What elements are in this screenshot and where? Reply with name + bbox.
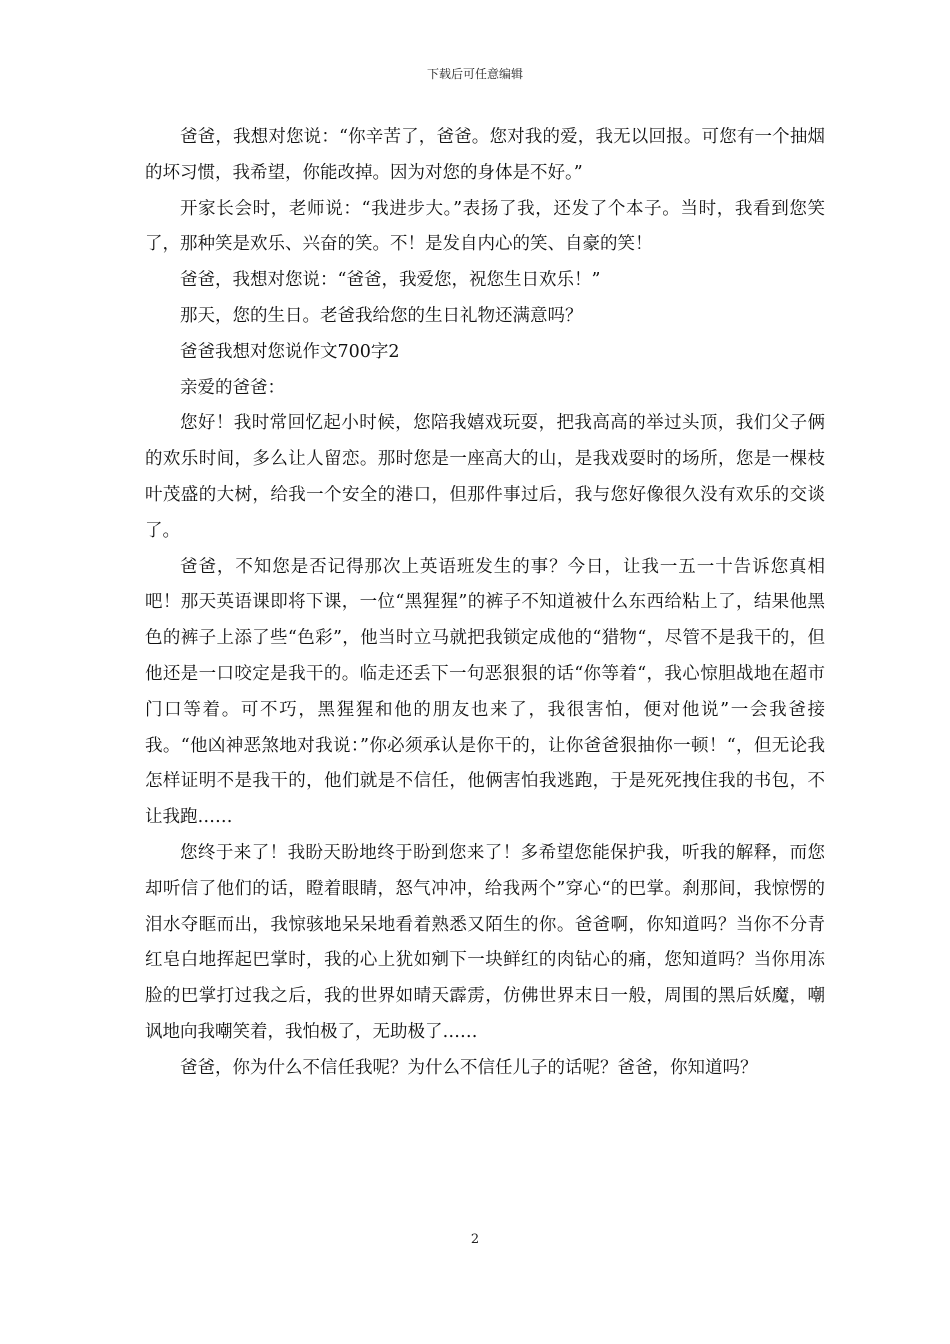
paragraph-10: 爸爸，你为什么不信任我呢？为什么不信任儿子的话呢？爸爸，你知道吗？ [180, 1057, 758, 1078]
paragraph-9: 您终于来了！我盼天盼地终于盼到您来了！多希望您能保护我，听我的解释，而您却听信了他们的话，瞪着眼睛，怒气冲冲，给我两个”穿心“的巴掌。刹那间，我惊愣的泪水夺眶而出，我惊骇地呆呆地看着熟悉又陌生的你。爸爸啊，你知道吗？当你不分青红皂白地挥起巴掌时，我的心上犹如剜下一块鲜红的肉钻心的痛，您知道吗？当你用冻脸的巴掌打过我之后，我的世界如晴天霹雳，仿佛世界末日一般，周围的黑后妖魔，嘲讽地向我嘲笑着，我怕极了，无助极了…… [145, 842, 825, 1042]
page-number: 2 [470, 1232, 480, 1247]
paragraph-8: 爸爸，不知您是否记得那次上英语班发生的事？今日，让我一五一十告诉您真相吧！那天英语课即将下课，一位“黑猩猩”的裤子不知道被什么东西给粘上了，结果他黑色的裤子上添了些“色彩”，他当时立马就把我锁定成他的“猎物“，尽管不是我干的，但他还是一口咬定是我干的。临走还丢下一句恶狠狠的话“你等着“，我心惊胆战地在超市门口等着。可不巧，黑猩猩和他的朋友也来了，我很害怕，便对他说”一会我爸接我。“他凶神恶煞地对我说：”你必须承认是你干的，让你爸爸狠抽你一顿！“，但无论我怎样证明不是我干的，他们就是不信任，他俩害怕我逃跑，于是死死拽住我的书包，不让我跑…… [145, 556, 825, 828]
page-header: 下载后可任意编辑 [426, 67, 523, 81]
paragraph-1: 爸爸，我想对您说：“你辛苦了，爸爸。您对我的爱，我无以回报。可您有一个抽烟的坏习惯，我希望，你能改掉。因为对您的身体是不好。” [145, 127, 825, 183]
paragraph-2: 开家长会时，老师说：“我进步大。”表扬了我，还发了个本子。当时，我看到您笑了，那种笑是欢乐、兴奋的笑。不！是发自内心的笑、自豪的笑！ [145, 198, 825, 255]
paragraph-7: 您好！我时常回忆起小时候，您陪我嬉戏玩耍，把我高高的举过头顶，我们父子俩的欢乐时间，多么让人留恋。那时您是一座高大的山，是我戏耍时的场所，您是一棵枝叶茂盛的大树，给我一个安全的港口，但那件事过后，我与您好像很久没有欢乐的交谈了。 [145, 413, 825, 541]
document-body [145, 120, 825, 1087]
paragraph-4: 那天，您的生日。老爸我给您的生日礼物还满意吗？ [180, 305, 583, 326]
paragraph-3: 爸爸，我想对您说：“爸爸，我爱您，祝您生日欢乐！” [180, 270, 601, 291]
salutation: 亲爱的爸爸： [180, 377, 285, 398]
section-title: 爸爸我想对您说作文700字2 [180, 341, 400, 362]
